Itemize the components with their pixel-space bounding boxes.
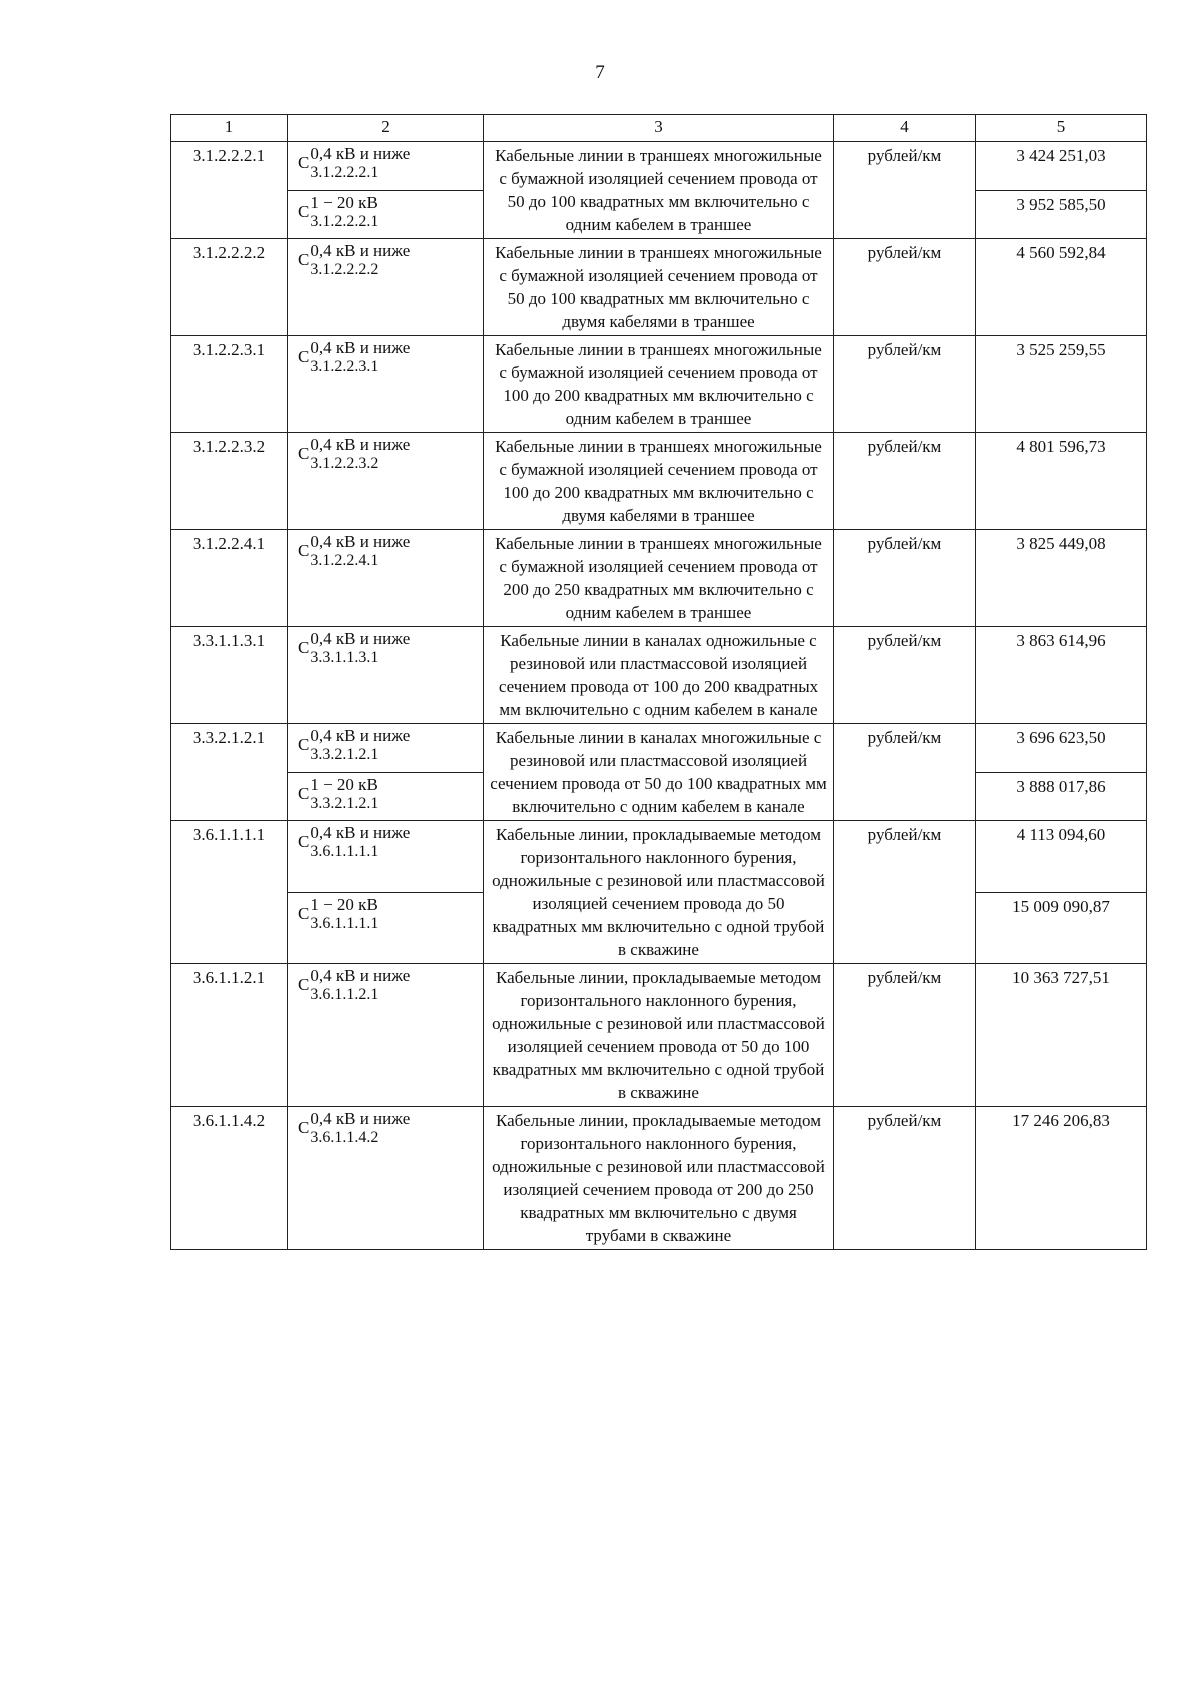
symbol-letter: С — [298, 153, 310, 172]
symbol-cell — [288, 821, 484, 893]
symbol-letter: С — [298, 1118, 310, 1137]
symbol-cell — [288, 1107, 484, 1250]
index-subscript: 3.3.2.1.2.1 — [310, 746, 379, 763]
code-cell: 3.1.2.2.3.1 — [171, 336, 288, 433]
header-cell: 3 — [484, 115, 834, 142]
header-row — [171, 115, 1147, 142]
table-row — [171, 433, 1147, 530]
rate-symbol — [298, 629, 477, 667]
unit-cell: рублей/км — [834, 530, 976, 627]
rate-symbol — [298, 726, 477, 764]
index-subscript: 3.1.2.2.2.1 — [310, 212, 379, 230]
symbol-cell — [288, 142, 484, 191]
index-subscript: 3.3.1.1.3.1 — [310, 649, 379, 666]
table-row — [171, 239, 1147, 336]
unit-cell: рублей/км — [834, 336, 976, 433]
price-cell: 4 113 094,60 — [976, 821, 1147, 893]
price-cell: 3 952 585,50 — [976, 190, 1147, 239]
price-cell: 15 009 090,87 — [976, 892, 1147, 964]
rate-symbol — [298, 144, 477, 182]
table-row — [171, 142, 1147, 191]
description-cell: Кабельные линии в траншеях многожильные с бумажной изоляцией сечением провода от 100 до 200 квадратных мм включительно с двумя кабелями в траншее — [484, 433, 834, 530]
symbol-letter: С — [298, 347, 310, 366]
price-cell: 3 525 259,55 — [976, 336, 1147, 433]
index-subscript: 3.6.1.1.4.2 — [310, 1129, 379, 1146]
voltage-superscript: 1 − 20 кВ — [310, 894, 378, 914]
code-cell: 3.6.1.1.1.1 — [171, 821, 288, 964]
price-cell: 10 363 727,51 — [976, 964, 1147, 1107]
table-row — [171, 724, 1147, 773]
description-cell: Кабельные линии, прокладываемые методом горизонтального наклонного бурения, одножильные с резиновой или пластмассовой изоляцией сечением провода до 50 квадратных мм включительно с одной трубой в скважине — [484, 821, 834, 964]
page-number: 7 — [595, 62, 605, 83]
table-row — [171, 821, 1147, 893]
description-cell: Кабельные линии в траншеях многожильные с бумажной изоляцией сечением провода от 200 до 250 квадратных мм включительно с одним кабелем в траншее — [484, 530, 834, 627]
symbol-cell — [288, 190, 484, 239]
table-row — [171, 530, 1147, 627]
rate-symbol — [298, 193, 477, 231]
symbol-cell — [288, 433, 484, 530]
index-subscript: 3.6.1.1.2.1 — [310, 986, 379, 1003]
unit-cell: рублей/км — [834, 627, 976, 724]
rate-symbol — [298, 895, 477, 933]
price-cell: 4 560 592,84 — [976, 239, 1147, 336]
table-row — [171, 1107, 1147, 1250]
index-subscript: 3.6.1.1.1.1 — [310, 914, 379, 932]
code-cell: 3.1.2.2.4.1 — [171, 530, 288, 627]
header-cell: 5 — [976, 115, 1147, 142]
code-cell: 3.3.1.1.3.1 — [171, 627, 288, 724]
description-cell: Кабельные линии, прокладываемые методом горизонтального наклонного бурения, одножильные с резиновой или пластмассовой изоляцией сечением провода от 200 до 250 квадратных мм включительно с двумя трубами в скважине — [484, 1107, 834, 1250]
description-cell: Кабельные линии в каналах одножильные с резиновой или пластмассовой изоляцией сечением провода от 100 до 200 квадратных мм включительно с одним кабелем в канале — [484, 627, 834, 724]
voltage-superscript: 0,4 кВ и ниже — [310, 241, 411, 260]
symbol-letter: С — [298, 832, 310, 851]
code-cell: 3.6.1.1.2.1 — [171, 964, 288, 1107]
code-cell: 3.3.2.1.2.1 — [171, 724, 288, 821]
index-subscript: 3.1.2.2.2.1 — [310, 164, 379, 181]
symbol-letter: С — [298, 250, 310, 269]
voltage-superscript: 0,4 кВ и ниже — [310, 532, 411, 551]
rate-symbol — [298, 435, 477, 473]
voltage-superscript: 0,4 кВ и ниже — [310, 823, 411, 842]
symbol-letter: С — [298, 541, 310, 560]
price-cell: 3 888 017,86 — [976, 772, 1147, 821]
header-cell: 1 — [171, 115, 288, 142]
table-row — [171, 627, 1147, 724]
description-cell: Кабельные линии в траншеях многожильные с бумажной изоляцией сечением провода от 50 до 100 квадратных мм включительно с двумя кабелями в траншее — [484, 239, 834, 336]
symbol-letter: С — [298, 735, 310, 754]
unit-cell: рублей/км — [834, 142, 976, 239]
table-row — [171, 336, 1147, 433]
index-subscript: 3.3.2.1.2.1 — [310, 794, 379, 812]
symbol-cell — [288, 892, 484, 964]
voltage-superscript: 0,4 кВ и ниже — [310, 629, 411, 648]
price-cell: 3 696 623,50 — [976, 724, 1147, 773]
unit-cell: рублей/км — [834, 239, 976, 336]
voltage-superscript: 0,4 кВ и ниже — [310, 144, 411, 163]
index-subscript: 3.1.2.2.3.2 — [310, 455, 379, 472]
voltage-superscript: 1 − 20 кВ — [310, 774, 378, 794]
rate-symbol — [298, 775, 477, 813]
price-cell: 17 246 206,83 — [976, 1107, 1147, 1250]
symbol-cell — [288, 239, 484, 336]
price-cell: 3 424 251,03 — [976, 142, 1147, 191]
index-subscript: 3.6.1.1.1.1 — [310, 843, 379, 860]
unit-cell: рублей/км — [834, 433, 976, 530]
symbol-cell — [288, 530, 484, 627]
code-cell: 3.1.2.2.2.2 — [171, 239, 288, 336]
voltage-superscript: 0,4 кВ и ниже — [310, 435, 411, 454]
header-cell: 4 — [834, 115, 976, 142]
rate-symbol — [298, 338, 477, 376]
table-row — [171, 964, 1147, 1107]
unit-cell: рублей/км — [834, 821, 976, 964]
index-subscript: 3.1.2.2.2.2 — [310, 261, 379, 278]
voltage-superscript: 0,4 кВ и ниже — [310, 966, 411, 985]
voltage-superscript: 0,4 кВ и ниже — [310, 1109, 411, 1128]
code-cell: 3.1.2.2.3.2 — [171, 433, 288, 530]
table-body — [171, 142, 1147, 1250]
unit-cell: рублей/км — [834, 724, 976, 821]
index-subscript: 3.1.2.2.4.1 — [310, 552, 379, 569]
price-cell: 3 863 614,96 — [976, 627, 1147, 724]
description-cell: Кабельные линии в траншеях многожильные с бумажной изоляцией сечением провода от 50 до 100 квадратных мм включительно с одним кабелем в траншее — [484, 142, 834, 239]
symbol-cell — [288, 964, 484, 1107]
symbol-letter: С — [298, 638, 310, 657]
symbol-cell — [288, 724, 484, 773]
code-cell: 3.1.2.2.2.1 — [171, 142, 288, 239]
description-cell: Кабельные линии, прокладываемые методом горизонтального наклонного бурения, одножильные с резиновой или пластмассовой изоляцией сечением провода от 50 до 100 квадратных мм включительно с одной трубой в скважине — [484, 964, 834, 1107]
symbol-letter: С — [298, 783, 310, 803]
rate-symbol — [298, 966, 477, 1004]
symbol-letter: С — [298, 975, 310, 994]
voltage-superscript: 0,4 кВ и ниже — [310, 726, 411, 745]
voltage-superscript: 1 − 20 кВ — [310, 192, 378, 212]
price-cell: 4 801 596,73 — [976, 433, 1147, 530]
symbol-cell — [288, 336, 484, 433]
index-subscript: 3.1.2.2.3.1 — [310, 358, 379, 375]
voltage-superscript: 0,4 кВ и ниже — [310, 338, 411, 357]
rate-symbol — [298, 1109, 477, 1147]
price-cell: 3 825 449,08 — [976, 530, 1147, 627]
symbol-letter: С — [298, 444, 310, 463]
symbol-cell — [288, 772, 484, 821]
rate-symbol — [298, 532, 477, 570]
description-cell: Кабельные линии в каналах многожильные с резиновой или пластмассовой изоляцией сечением провода от 50 до 100 квадратных мм включительно с одним кабелем в канале — [484, 724, 834, 821]
description-cell: Кабельные линии в траншеях многожильные с бумажной изоляцией сечением провода от 100 до 200 квадратных мм включительно с одним кабелем в траншее — [484, 336, 834, 433]
symbol-letter: С — [298, 903, 310, 923]
symbol-letter: С — [298, 201, 310, 221]
symbol-cell — [288, 627, 484, 724]
rates-table — [170, 114, 1147, 1250]
unit-cell: рублей/км — [834, 964, 976, 1107]
rate-symbol — [298, 823, 477, 861]
header-cell: 2 — [288, 115, 484, 142]
unit-cell: рублей/км — [834, 1107, 976, 1250]
code-cell: 3.6.1.1.4.2 — [171, 1107, 288, 1250]
rate-symbol — [298, 241, 477, 279]
